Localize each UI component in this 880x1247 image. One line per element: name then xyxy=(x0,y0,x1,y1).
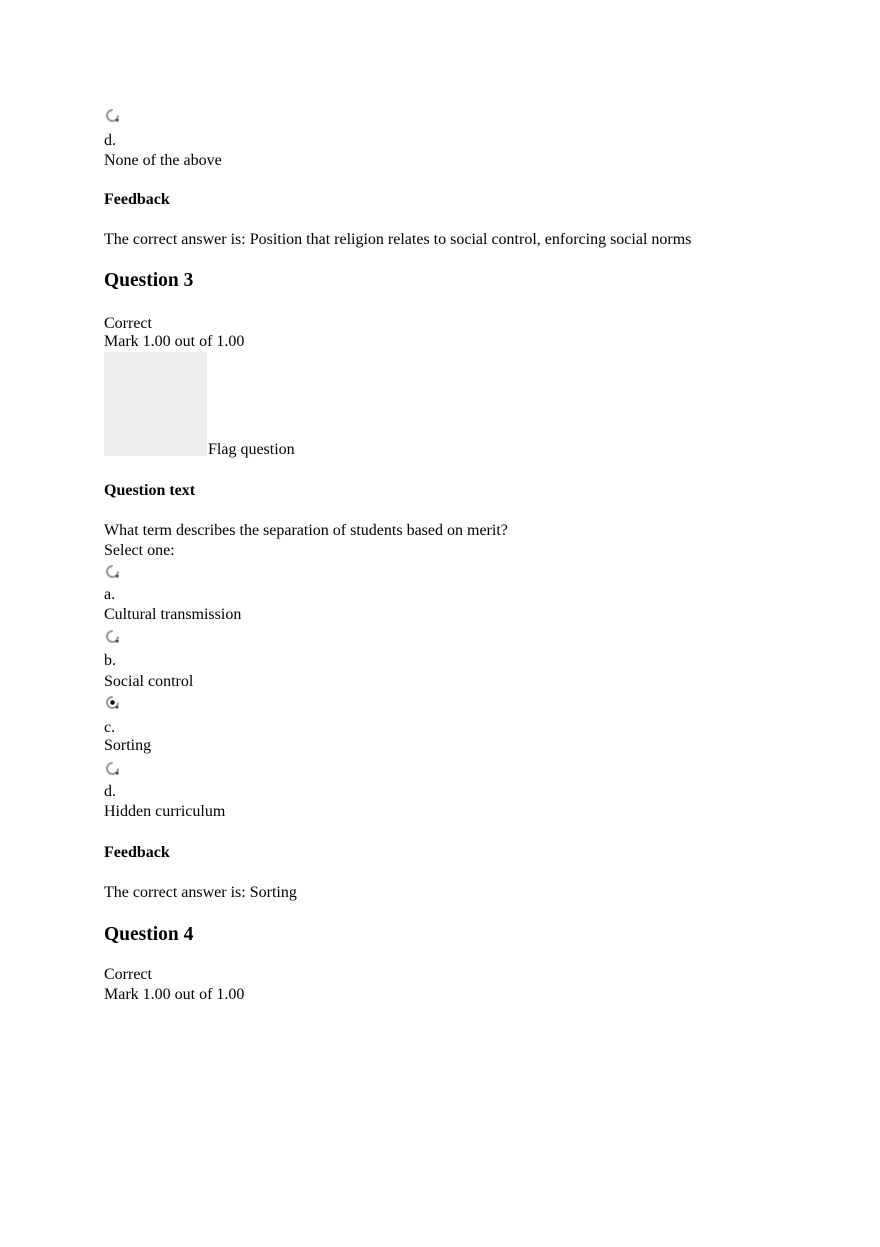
flag-icon[interactable] xyxy=(104,352,207,456)
question-3-title: Question 3 xyxy=(104,270,194,291)
question-text: What term describes the separation of students based on merit? xyxy=(104,522,508,539)
question-text-heading: Question text xyxy=(104,482,196,499)
option-letter: a. xyxy=(104,586,116,603)
select-one-prompt: Select one: xyxy=(104,542,175,559)
question-mark: Mark 1.00 out of 1.00 xyxy=(104,333,245,350)
question-status: Correct xyxy=(104,315,152,332)
correct-answer: The correct answer is: Sorting xyxy=(104,884,297,901)
option-letter: c. xyxy=(104,719,116,736)
flag-question-link[interactable]: Flag question xyxy=(208,441,295,458)
option-text: Cultural transmission xyxy=(104,606,242,623)
option-text: Social control xyxy=(104,673,194,690)
question-status: Correct xyxy=(104,966,152,983)
option-a-radio[interactable] xyxy=(105,564,120,579)
option-letter: b. xyxy=(104,652,116,669)
option-d-radio[interactable] xyxy=(105,761,120,776)
correct-answer: The correct answer is: Position that religion relates to social control, enforcing social norms xyxy=(104,231,692,248)
option-letter: d. xyxy=(104,132,116,149)
question-4-title: Question 4 xyxy=(104,924,194,945)
option-b-radio[interactable] xyxy=(105,629,120,644)
option-letter: d. xyxy=(104,783,116,800)
feedback-heading: Feedback xyxy=(104,191,170,208)
option-text: Sorting xyxy=(104,737,152,754)
option-text: Hidden curriculum xyxy=(104,803,226,820)
option-d-radio[interactable] xyxy=(105,108,120,123)
question-mark: Mark 1.00 out of 1.00 xyxy=(104,986,245,1003)
option-text: None of the above xyxy=(104,152,222,169)
feedback-heading: Feedback xyxy=(104,844,170,861)
option-c-radio-selected[interactable] xyxy=(105,695,120,710)
